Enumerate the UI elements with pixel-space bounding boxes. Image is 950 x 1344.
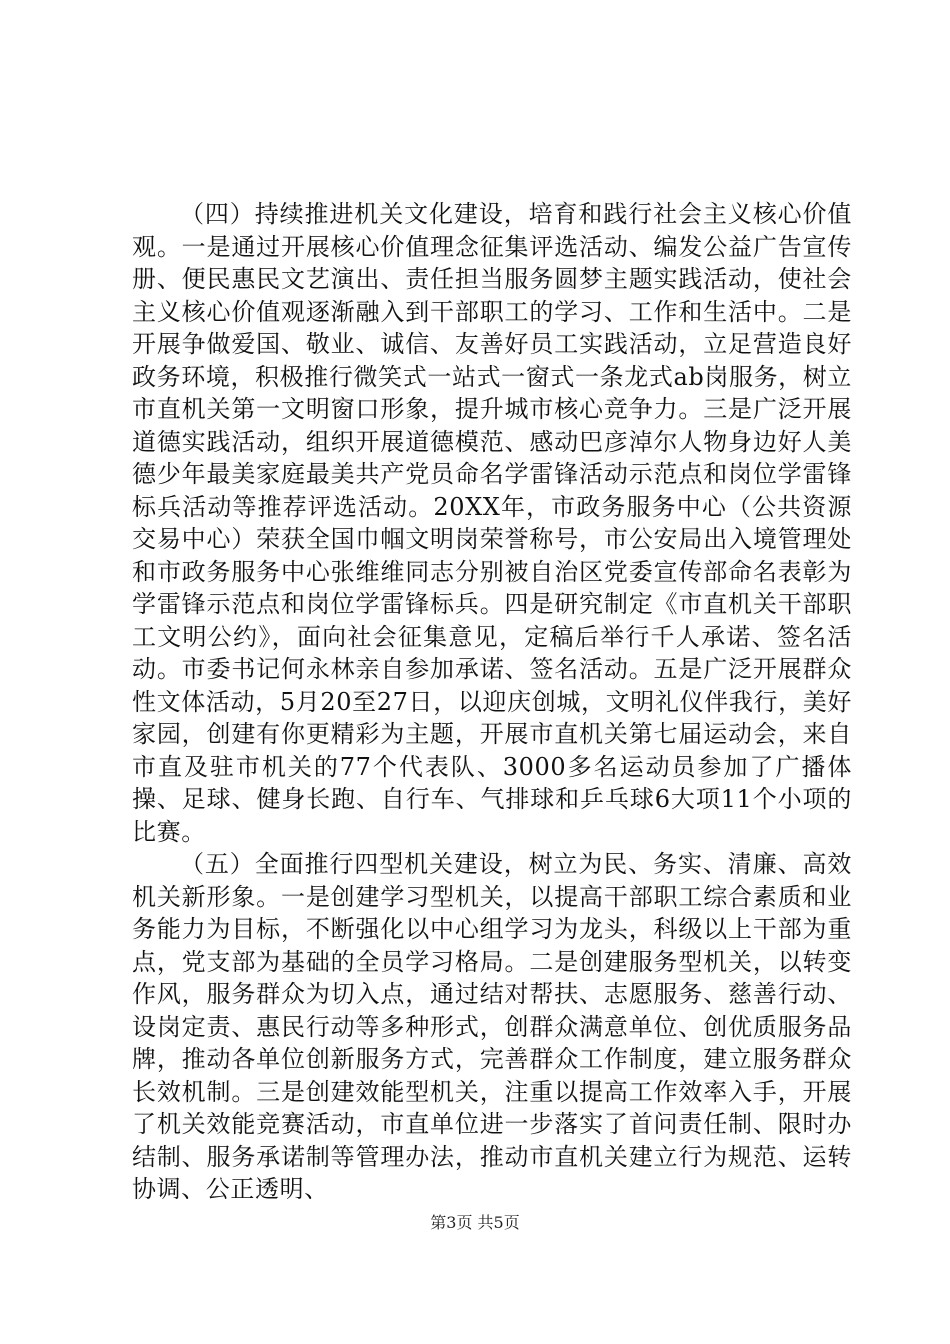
paragraph-four-type-organs: （五）全面推行四型机关建设，树立为民、务实、清廉、高效机关新形象。一是创建学习型机关，以提高干部职工综合素质和业务能力为目标，不断强化以中心组学习为龙头，科级以上干部为重点，党支部为基础的全员学习格局。二是创建服务型机关，以转变作风，服务群众为切入点，通过结对帮扶、志愿服务、慈善行动、设岗定责、惠民行动等多种形式，创群众满意单位、创优质服务品牌，推动各单位创新服务方式，完善群众工作制度，建立服务群众长效机制。三是创建效能型机关，注重以提高工作效率入手，开展了机关效能竞赛活动，市直单位进一步落实了首问责任制、限时办结制、服务承诺制等管理办法，推动市直机关建立行为规范、运转协调、公正透明、 (132, 850, 852, 1203)
document-body (132, 198, 852, 1206)
page-footer: 第3页 共5页 (430, 1213, 520, 1232)
paragraph-culture-building: （四）持续推进机关文化建设，培育和践行社会主义核心价值观。一是通过开展核心价值理念征集评选活动、编发公益广告宣传册、便民惠民文艺演出、责任担当服务圆梦主题实践活动，使社会主义核心价值观逐渐融入到干部职工的学习、工作和生活中。二是开展争做爱国、敬业、诚信、友善好员工实践活动，立足营造良好政务环境，积极推行微笑式一站式一窗式一条龙式ab岗服务，树立市直机关第一文明窗口形象，提升城市核心竞争力。三是广泛开展道德实践活动，组织开展道德模范、感动巴彦淖尔人物身边好人美德少年最美家庭最美共产党员命名学雷锋活动示范点和岗位学雷锋标兵活动等推荐评选活动。20XX年，市政务服务中心（公共资源交易中心）荣获全国巾帼文明岗荣誉称号，市公安局出入境管理处和市政务服务中心张维维同志分别被自治区党委宣传部命名表彰为学雷锋示范点和岗位学雷锋标兵。四是研究制定《市直机关干部职工文明公约》，面向社会征集意见，定稿后举行千人承诺、签名活动。市委书记何永林亲自参加承诺、签名活动。五是广泛开展群众性文体活动，5月20至27日，以迎庆创城，文明礼仪伴我行，美好家园，创建有你更精彩为主题，开展市直机关第七届运动会，来自市直及驻市机关的77个代表队、3000多名运动员参加了广播体操、足球、健身长跑、自行车、气排球和乒乓球6大项11个小项的比赛。 (132, 200, 852, 846)
